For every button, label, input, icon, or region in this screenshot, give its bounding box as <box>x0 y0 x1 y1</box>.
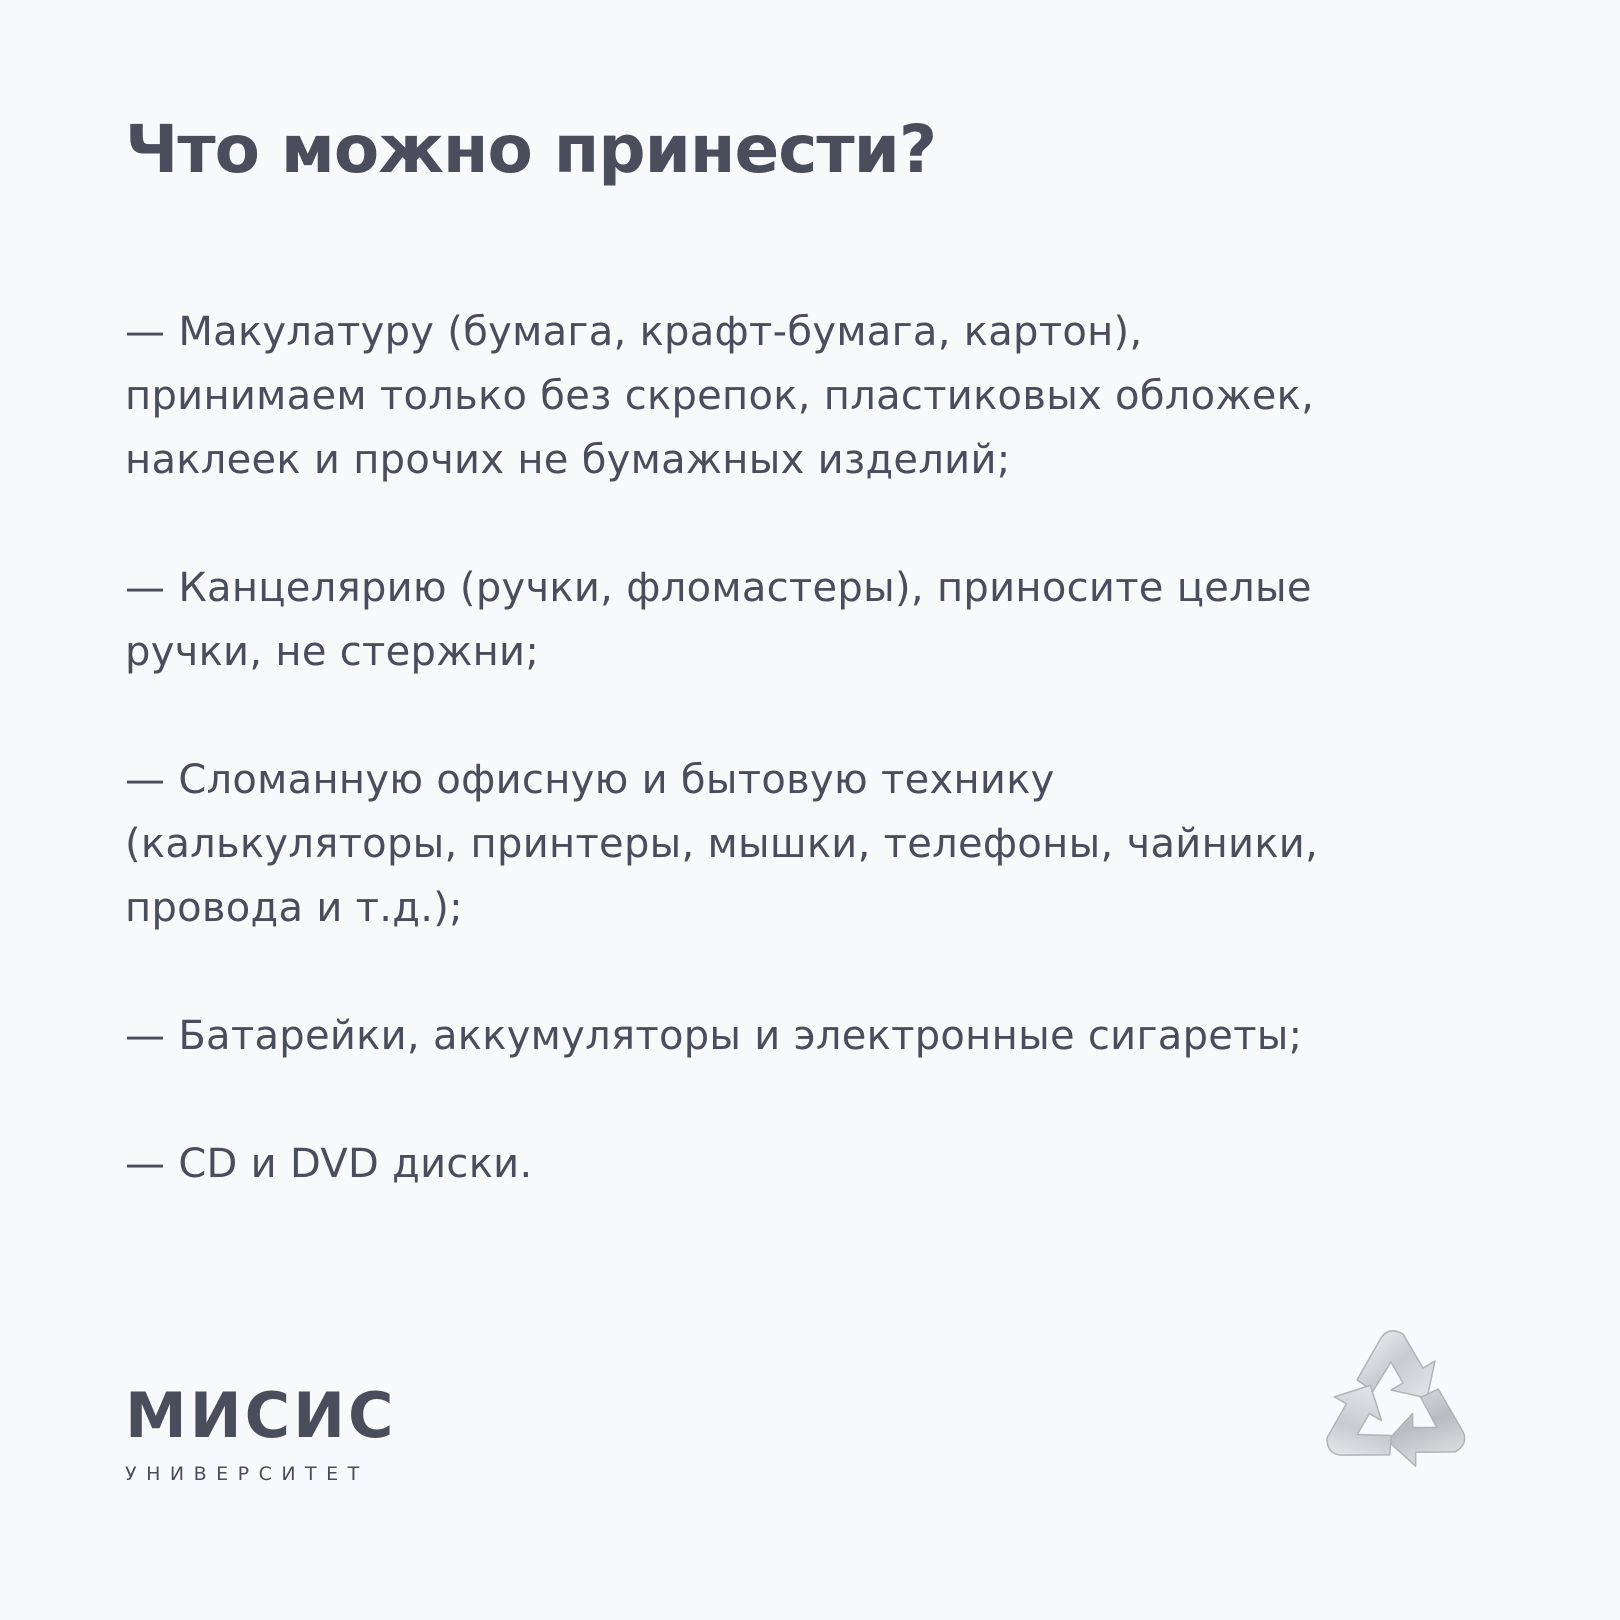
list-item-line: — Батарейки, аккумуляторы и электронные сигареты; <box>125 1013 1303 1059</box>
logo-name: МИСИС <box>125 1379 397 1452</box>
recycle-icon <box>1295 1300 1495 1500</box>
page-title: Что можно принести? <box>125 111 937 188</box>
list-item <box>125 1132 1545 1196</box>
list-item-line: — CD и DVD диски. <box>125 1141 533 1187</box>
list-item-line: принимаем только без скрепок, пластиковых обложек, <box>125 373 1315 419</box>
list-item-line: ручки, не стержни; <box>125 629 540 675</box>
list-item <box>125 748 1545 940</box>
list-item-line: (калькуляторы, принтеры, мышки, телефоны, чайники, <box>125 821 1319 867</box>
list-item <box>125 556 1545 684</box>
list-item-line: — Макулатуру (бумага, крафт-бумага, картон), <box>125 309 1143 355</box>
list-item-line: провода и т.д.); <box>125 885 463 931</box>
list-item <box>125 1004 1545 1068</box>
items-list <box>125 300 1545 1260</box>
university-logo <box>125 1379 397 1485</box>
logo-subtitle: УНИВЕРСИТЕТ <box>125 1463 369 1485</box>
list-item-line: наклеек и прочих не бумажных изделий; <box>125 437 1011 483</box>
list-item-line: — Канцелярию (ручки, фломастеры), приносите целые <box>125 565 1312 611</box>
list-item <box>125 300 1545 492</box>
list-item-line: — Сломанную офисную и бытовую технику <box>125 757 1055 803</box>
